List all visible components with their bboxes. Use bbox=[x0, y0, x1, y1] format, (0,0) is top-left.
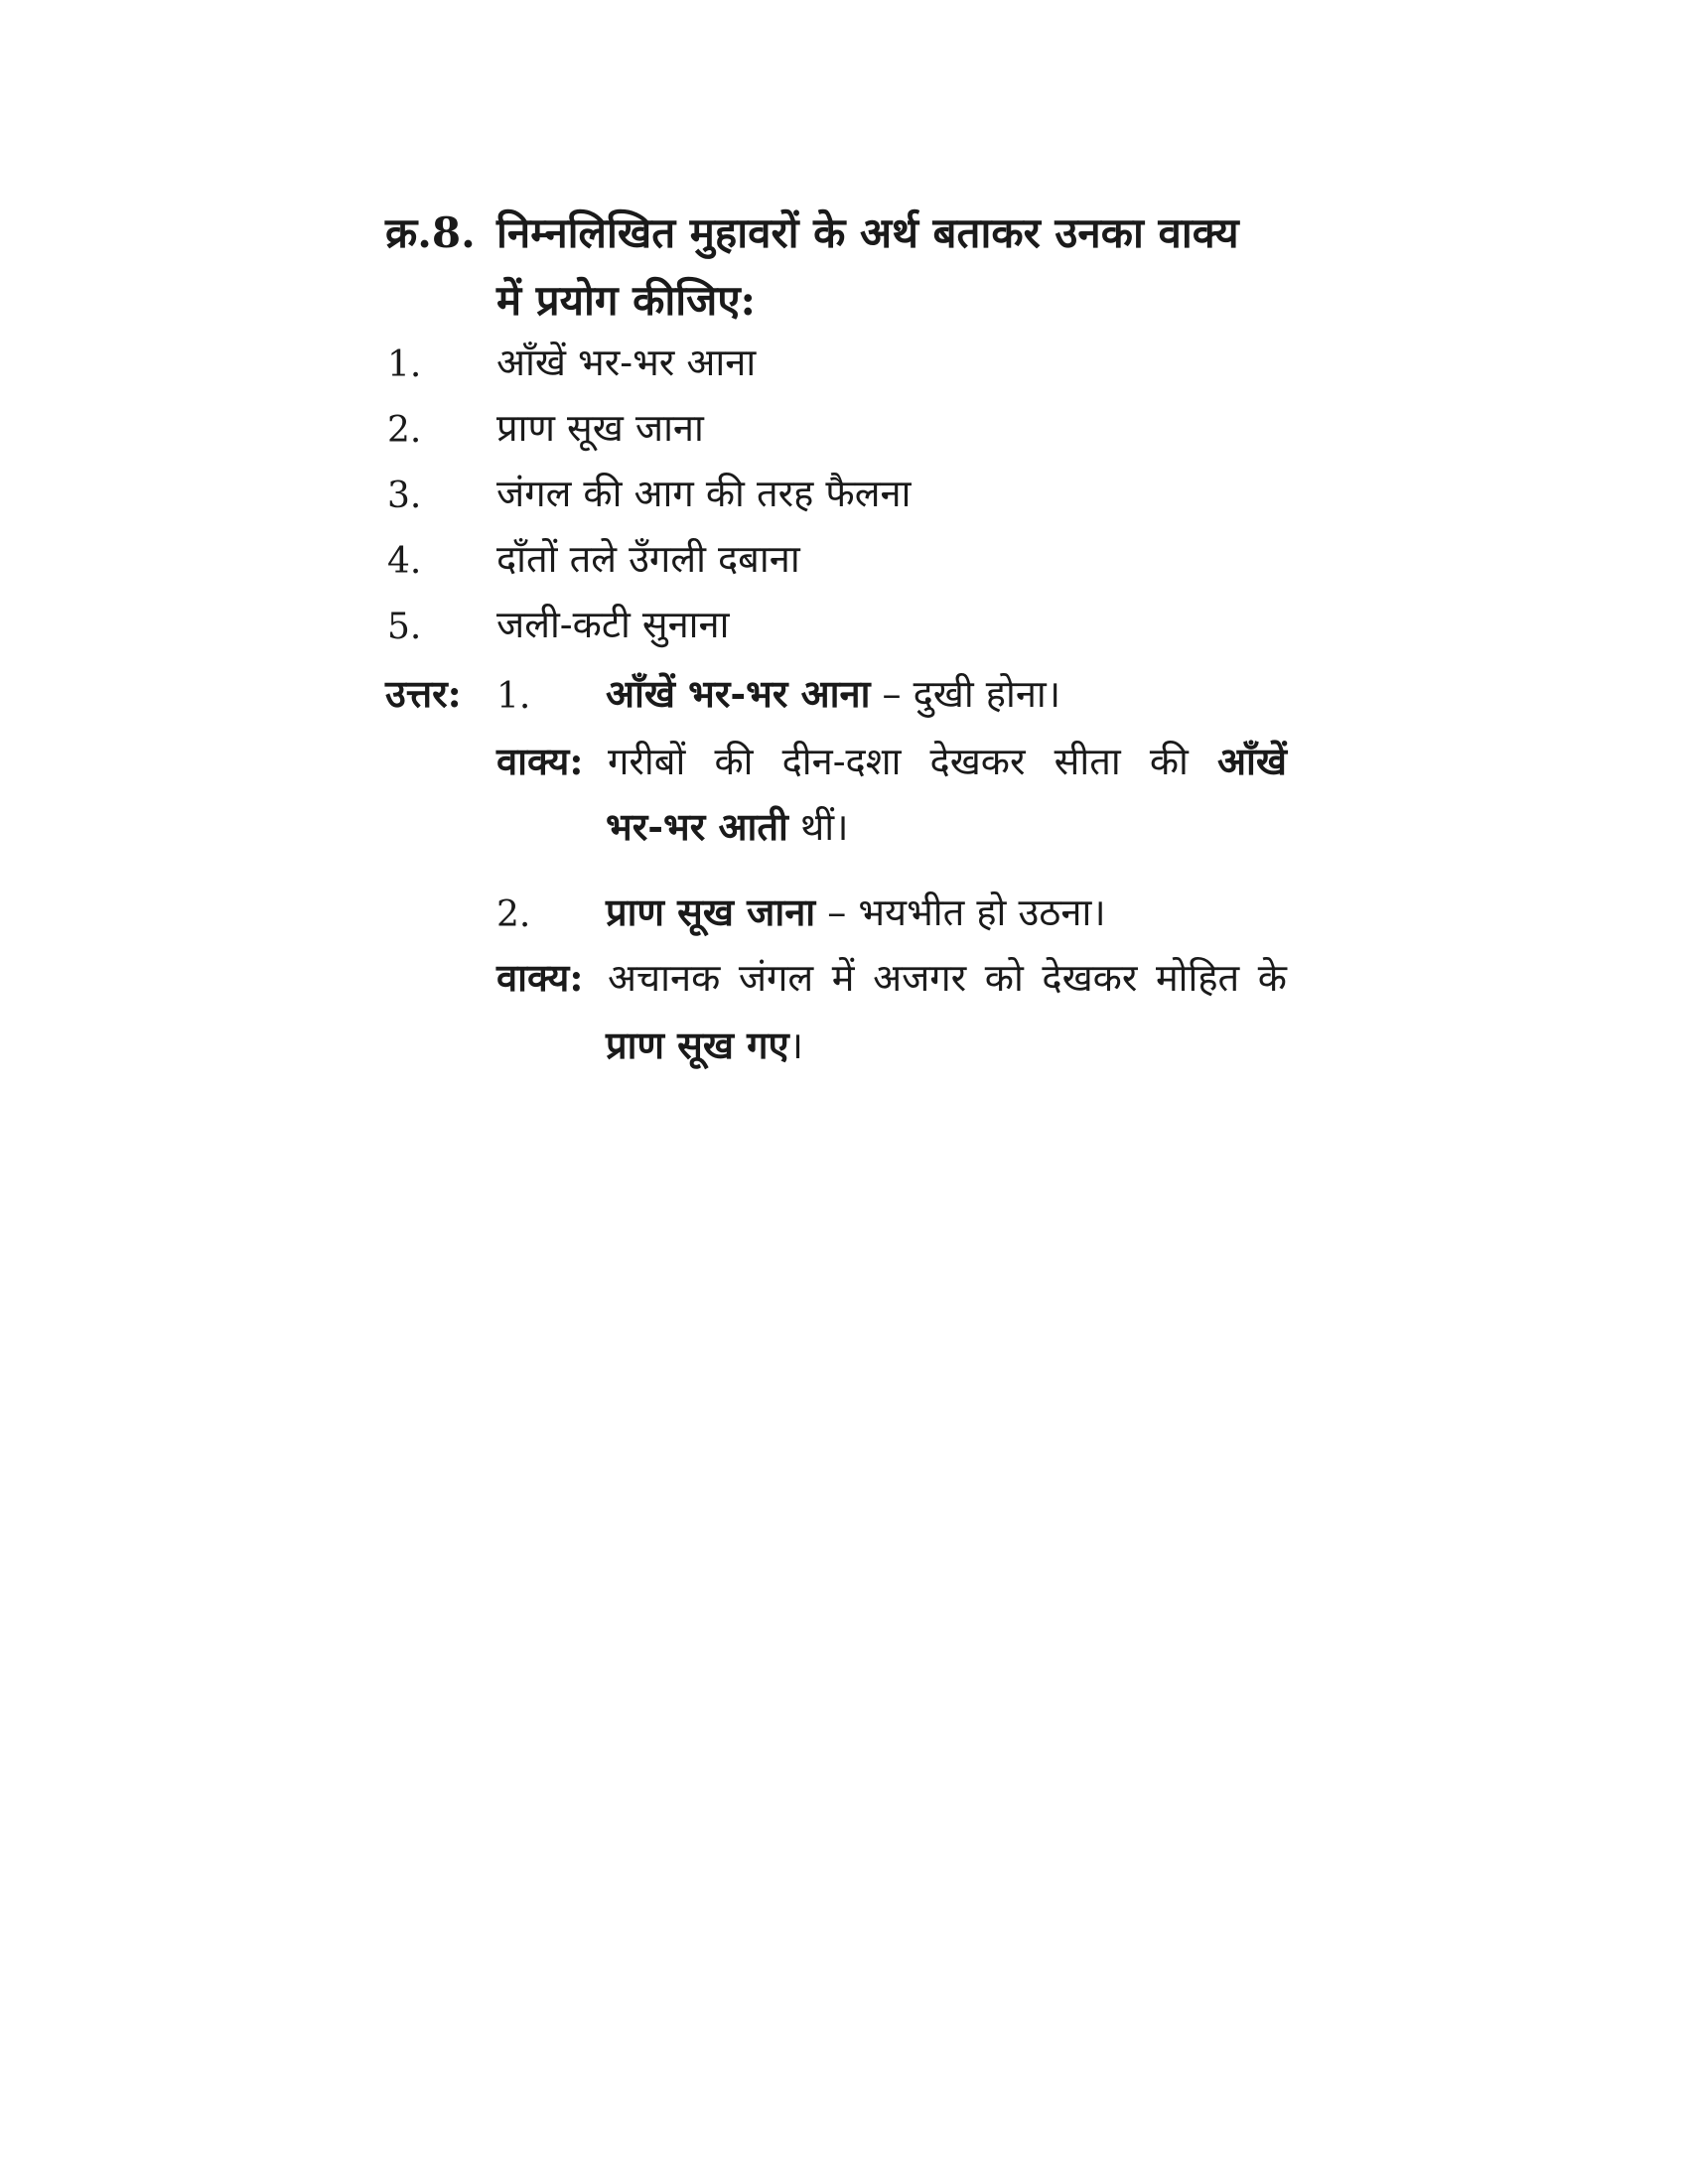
sentence-word: देखकर bbox=[1042, 956, 1138, 1000]
list-item-text: दाँतों तले उँगली दबाना bbox=[496, 537, 800, 581]
answer-idiom-line bbox=[606, 889, 1106, 934]
sentence-word: दीन-दशा bbox=[781, 740, 902, 783]
list-item-text: जंगल की आग की तरह फैलना bbox=[496, 472, 912, 515]
sentence-line1 bbox=[608, 956, 1287, 1000]
answer-item-number: 2. bbox=[496, 894, 531, 935]
sentence-word: देखकर bbox=[929, 740, 1026, 783]
answer-label: उत्तर: bbox=[385, 671, 462, 716]
sentence-word: की bbox=[714, 740, 754, 783]
sentence-word: सीता bbox=[1054, 740, 1121, 783]
answer-item-number: 1. bbox=[496, 676, 531, 717]
sentence-bold-part: प्राण सूख गए bbox=[606, 1023, 789, 1067]
sentence-line1 bbox=[608, 739, 1287, 783]
list-item-text: प्राण सूख जाना bbox=[496, 406, 704, 450]
answer-idiom: आँखें भर-भर आना bbox=[606, 671, 871, 716]
sentence-word: की bbox=[1149, 740, 1189, 783]
list-item-number: 3. bbox=[387, 476, 422, 516]
question-label: क्र.8. bbox=[385, 208, 476, 257]
sentence-word: में bbox=[831, 956, 855, 1000]
sentence-word: को bbox=[984, 956, 1024, 1000]
list-item-number: 5. bbox=[387, 607, 422, 647]
sentence-word: मोहित bbox=[1155, 956, 1240, 1000]
answer-meaning: – भयभीत हो उठना। bbox=[827, 890, 1106, 934]
answer-idiom-line bbox=[606, 671, 1061, 716]
sentence-bold-part: भर-भर आती bbox=[606, 804, 788, 849]
sentence-rest: थीं। bbox=[787, 805, 849, 849]
sentence-label: वाक्य: bbox=[496, 955, 584, 1000]
answer-idiom: प्राण सूख जाना bbox=[606, 889, 816, 934]
sentence-label: वाक्य: bbox=[496, 739, 584, 783]
list-item-text: जली-कटी सुनाना bbox=[496, 603, 730, 646]
list-item-number: 1. bbox=[387, 344, 422, 385]
sentence-word: गरीबों bbox=[608, 740, 686, 783]
list-item-number: 4. bbox=[387, 541, 422, 582]
sentence-line2 bbox=[606, 1023, 803, 1067]
sentence-word: अजगर bbox=[873, 956, 967, 1000]
sentence-word: जंगल bbox=[738, 956, 814, 1000]
sentence-word: अचानक bbox=[608, 956, 721, 1000]
list-item-text: आँखें भर-भर आना bbox=[496, 341, 757, 384]
sentence-word: आँखें bbox=[1217, 739, 1287, 783]
sentence-word: के bbox=[1257, 956, 1287, 1000]
answer-meaning: – दुखी होना। bbox=[882, 672, 1061, 716]
list-item-number: 2. bbox=[387, 410, 422, 451]
sentence-line2 bbox=[606, 804, 849, 849]
sentence-rest: । bbox=[788, 1024, 803, 1067]
question-text-line1: निम्नलिखित मुहावरों के अर्थ बताकर उनका वाक्य bbox=[496, 208, 1239, 257]
question-text-line2: में प्रयोग कीजिए: bbox=[496, 276, 757, 325]
